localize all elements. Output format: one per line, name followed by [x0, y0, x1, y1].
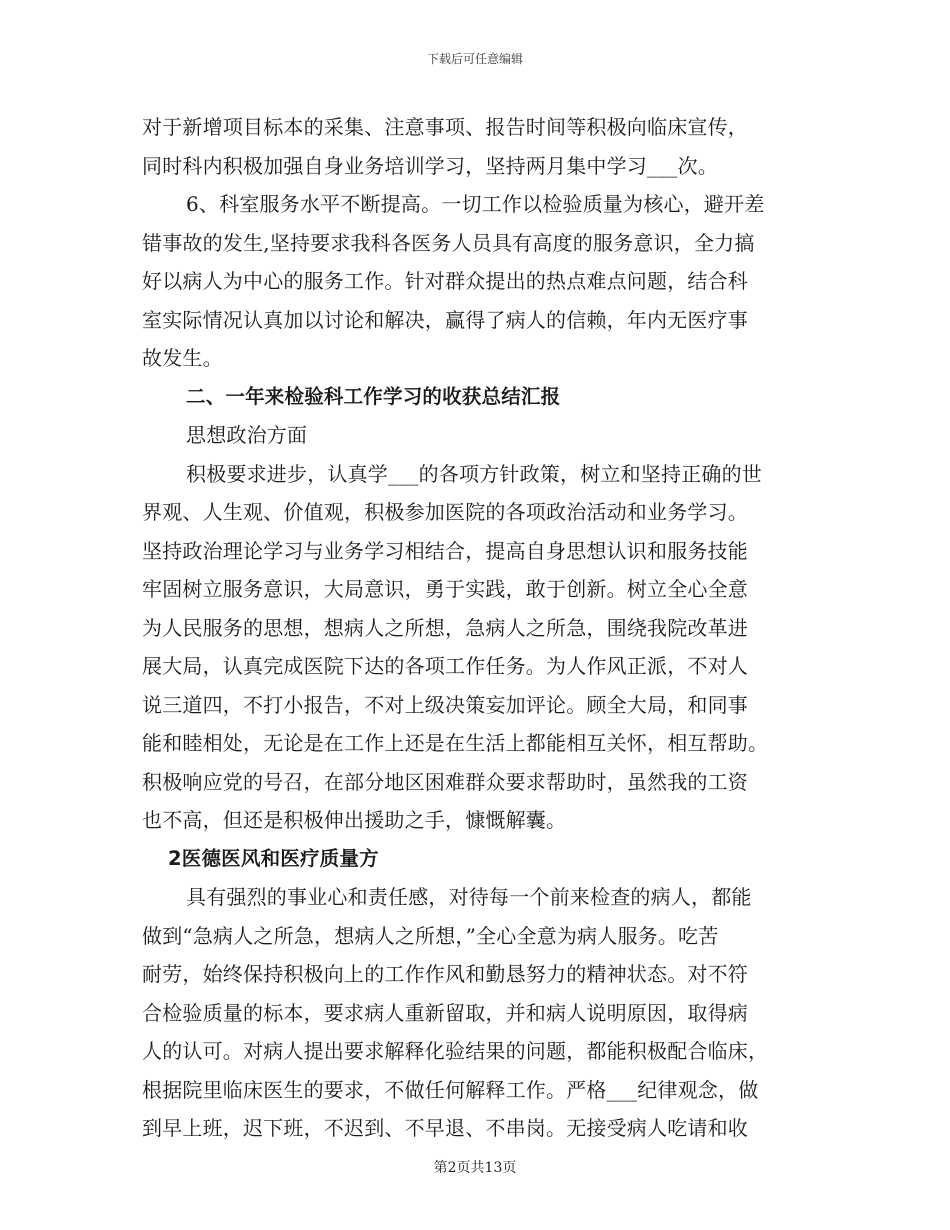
body-line: 故发生。	[142, 346, 223, 370]
body-line: 人的认可。对病人提出要求解释化验结果的问题，都能积极配合临床，	[142, 1039, 769, 1063]
body-line: 做到“急病人之所急，想病人之所想，”全心全意为病人服务。吃苦	[142, 923, 719, 948]
body-line: 积极要求进步，认真学___的各项方针政策，树立和坚持正确的世	[186, 461, 762, 486]
page-header: 下载后可任意编辑	[426, 52, 523, 66]
page-number: 第2页共13页	[433, 1160, 517, 1176]
document-body	[142, 108, 807, 1148]
body-line: 根据院里临床医生的要求，不做任何解释工作。严格___纪律观念，做	[142, 1077, 759, 1102]
body-line: 合检验质量的标本，要求病人重新留取，并和病人说明原因，取得病	[142, 1000, 748, 1025]
body-line: 到早上班，迟下班，不迟到、不早退、不串岗。无接受病人吃请和收	[142, 1116, 748, 1140]
body-line: 具有强烈的事业心和责任感，对待每一个前来检查的病人，都能	[186, 885, 752, 909]
body-line: 说三道四，不打小报告，不对上级决策妄加评论。顾全大局，和同事	[142, 692, 748, 717]
body-line: 积极响应党的号召，在部分地区困难群众要求帮助时，虽然我的工资	[142, 769, 748, 794]
body-line: 对于新增项目标本的采集、注意事项、报告时间等积极向临床宣传，	[142, 115, 748, 139]
body-line: 坚持政治理论学习与业务学习相结合，提高自身思想认识和服务技能	[142, 538, 748, 563]
body-line: 好以病人为中心的服务工作。针对群众提出的热点难点问题，结合科	[142, 269, 748, 293]
body-line: 6、科室服务水平不断提高。一切工作以检验质量为核心，避开差	[186, 192, 765, 216]
body-line: 牢固树立服务意识，大局意识，勇于实践，敢于创新。树立全心全意	[142, 577, 748, 601]
body-line: 界观、人生观、价值观，积极参加医院的各项政治活动和业务学习。	[142, 500, 748, 524]
section-heading: 2医德医风和医疗质量方	[168, 846, 379, 870]
section-heading: 二、一年来检验科工作学习的收获总结汇报	[186, 384, 561, 408]
body-line: 能和睦相处，无论是在工作上还是在生活上都能相互关怀，相互帮助。	[142, 731, 769, 755]
body-line: 为人民服务的思想，想病人之所想，急病人之所急，围绕我院改革进	[142, 615, 748, 640]
body-line: 耐劳，始终保持积极向上的工作作风和勤恳努力的精神状态。对不符	[142, 962, 748, 986]
body-line: 展大局，认真完成医院下达的各项工作任务。为人作风正派，不对人	[142, 654, 748, 678]
body-line: 同时科内积极加强自身业务培训学习，坚持两月集中学习___次。	[142, 153, 718, 178]
body-line: 也不高，但还是积极伸出援助之手，慷慨解囊。	[142, 808, 567, 832]
body-line: 错事故的发生,坚持要求我科各医务人员具有高度的服务意识，全力搞	[142, 230, 755, 255]
subsection-title: 思想政治方面	[186, 423, 308, 447]
body-line: 室实际情况认真加以讨论和解决，赢得了病人的信赖，年内无医疗事	[142, 307, 748, 332]
